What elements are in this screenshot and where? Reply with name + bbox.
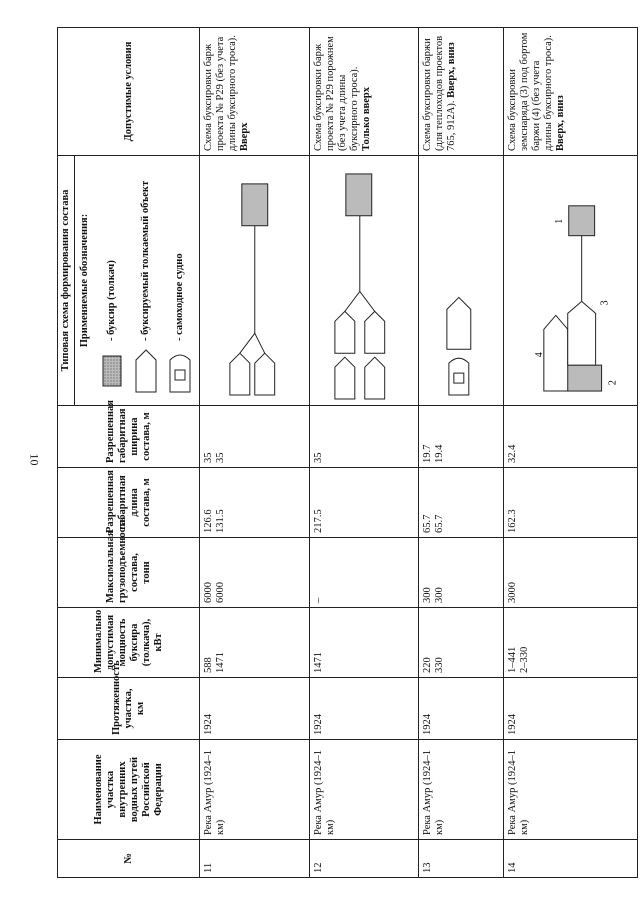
value: 35 bbox=[215, 452, 226, 463]
cell-conditions bbox=[309, 28, 419, 156]
value: 3000 bbox=[506, 582, 518, 603]
scheme-label-1: 1 bbox=[553, 218, 565, 224]
cell-capacity bbox=[200, 538, 310, 608]
value: 32.4 bbox=[506, 444, 518, 463]
scheme-12-diagram bbox=[310, 156, 415, 405]
rotated-table-stage bbox=[57, 28, 617, 878]
scheme-label-3: 3 bbox=[599, 300, 611, 306]
towing-schemes-table bbox=[57, 27, 638, 878]
cell-length: 1924 bbox=[200, 678, 310, 740]
value: 6000 bbox=[203, 582, 214, 603]
conditions-text: Схема буксировки земснаряда (3) под бортом баржи (4) (без учета длины буксирного троса). bbox=[506, 32, 554, 151]
cell-allowed-width bbox=[200, 406, 310, 468]
value: 330 bbox=[434, 657, 446, 673]
value: 131.5 bbox=[215, 509, 226, 533]
cell-section: Река Амур (1924–1 км) bbox=[200, 740, 310, 840]
value: 217.5 bbox=[312, 509, 324, 533]
cell-scheme bbox=[419, 156, 504, 406]
header-section: Наименование участка внутренних водных путей Российской Федерации bbox=[58, 740, 200, 840]
header-capacity: Максимальная грузоподъемность состава, тонн bbox=[58, 538, 200, 608]
legend-item-selfprop bbox=[163, 160, 197, 401]
cell-num: 13 bbox=[419, 840, 504, 878]
cell-power bbox=[309, 608, 419, 678]
legend-label-selfprop: - самоходное судно bbox=[174, 253, 185, 341]
table-row-14 bbox=[503, 28, 637, 878]
table-row-11 bbox=[200, 28, 310, 878]
legend-label-tug: - буксир (толкач) bbox=[106, 260, 117, 341]
value: 1471 bbox=[215, 652, 226, 673]
value: 19.4 bbox=[434, 444, 446, 463]
conditions-direction: Вверх, вниз bbox=[446, 42, 458, 98]
header-power: Минимально допустимая мощность буксира (толкача), кВт bbox=[58, 608, 200, 678]
value: 126.6 bbox=[203, 509, 214, 533]
header-allowed-length: Разрешенная габаритная длина состава, м bbox=[58, 468, 200, 538]
legend-item-towed bbox=[129, 160, 163, 401]
legend bbox=[60, 160, 197, 401]
cell-allowed-length bbox=[419, 468, 504, 538]
cell-capacity bbox=[419, 538, 504, 608]
towed-object-icon bbox=[134, 341, 158, 401]
cell-section: Река Амур (1924–1 км) bbox=[309, 740, 419, 840]
self-propelled-vessel-icon bbox=[168, 341, 192, 401]
legend-item-tug bbox=[95, 160, 129, 401]
scheme-label-2: 2 bbox=[607, 380, 619, 386]
tug-square-icon bbox=[101, 341, 123, 401]
cell-power bbox=[200, 608, 310, 678]
value: 19.7 bbox=[422, 444, 434, 463]
value: – bbox=[312, 597, 324, 603]
cell-conditions bbox=[419, 28, 504, 156]
cell-num: 12 bbox=[309, 840, 419, 878]
cell-section: Река Амур (1924–1 км) bbox=[419, 740, 504, 840]
cell-capacity bbox=[309, 538, 419, 608]
conditions-text: Схема буксировки баржи (для теплоходов проектов 765, 912А). bbox=[422, 35, 458, 151]
conditions-text: Схема буксировки барж проекта № Р29 порожнем (без учета длины буксирного троса). bbox=[312, 36, 360, 151]
cell-length: 1924 bbox=[419, 678, 504, 740]
cell-conditions bbox=[200, 28, 310, 156]
cell-allowed-width bbox=[419, 406, 504, 468]
cell-power bbox=[419, 608, 504, 678]
table-row-13 bbox=[419, 28, 504, 878]
scheme-11-diagram bbox=[200, 156, 305, 405]
conditions-direction: Вверх bbox=[239, 122, 250, 151]
cell-allowed-length bbox=[309, 468, 419, 538]
cell-scheme bbox=[200, 156, 310, 406]
cell-section: Река Амур (1924–1 км) bbox=[503, 740, 637, 840]
cell-conditions bbox=[503, 28, 637, 156]
value: 1–441 bbox=[506, 646, 518, 673]
conditions-direction: Вверх, вниз bbox=[554, 95, 566, 151]
header-length: Протяженность участка, км bbox=[58, 678, 200, 740]
cell-allowed-width bbox=[309, 406, 419, 468]
value: 588 bbox=[203, 657, 214, 673]
legend-title: Применяемые обозначения: bbox=[79, 213, 90, 348]
cell-scheme bbox=[503, 156, 637, 406]
cell-capacity bbox=[503, 538, 637, 608]
value: 6000 bbox=[215, 582, 226, 603]
scheme-title: Типовая схема формирования состава bbox=[60, 156, 75, 405]
table-row-12 bbox=[309, 28, 419, 878]
scheme-14-diagram bbox=[504, 156, 633, 405]
header-conditions: Допустимые условия bbox=[58, 28, 200, 156]
value: 35 bbox=[312, 452, 324, 463]
conditions-direction: Только вверх bbox=[360, 87, 372, 151]
scheme-label-4: 4 bbox=[533, 352, 545, 358]
value: 162.3 bbox=[506, 509, 518, 533]
cell-length: 1924 bbox=[503, 678, 637, 740]
scheme-13-diagram bbox=[419, 156, 499, 405]
header-scheme bbox=[58, 156, 200, 406]
value: 65.7 bbox=[422, 514, 434, 533]
cell-power bbox=[503, 608, 637, 678]
value: 35 bbox=[203, 452, 214, 463]
value: 2–330 bbox=[518, 646, 530, 673]
cell-length: 1924 bbox=[309, 678, 419, 740]
cell-allowed-length bbox=[503, 468, 637, 538]
value: 300 bbox=[434, 587, 446, 603]
conditions-text: Схема буксировки барж проекта № Р29 (без учета длины буксирного троса). bbox=[203, 35, 238, 151]
legend-label-towed: - буксируемый толкаемый объект bbox=[140, 180, 151, 341]
cell-allowed-length bbox=[200, 468, 310, 538]
value: 220 bbox=[422, 657, 434, 673]
page-number: 10 bbox=[27, 453, 42, 466]
cell-num: 11 bbox=[200, 840, 310, 878]
header-row bbox=[58, 28, 200, 878]
value: 300 bbox=[422, 587, 434, 603]
header-num: № bbox=[58, 840, 200, 878]
value: 65.7 bbox=[434, 514, 446, 533]
cell-num: 14 bbox=[503, 840, 637, 878]
header-allowed-width: Разрешенная габаритная ширина состава, м bbox=[58, 406, 200, 468]
cell-allowed-width bbox=[503, 406, 637, 468]
cell-scheme bbox=[309, 156, 419, 406]
value: 1471 bbox=[312, 652, 324, 673]
